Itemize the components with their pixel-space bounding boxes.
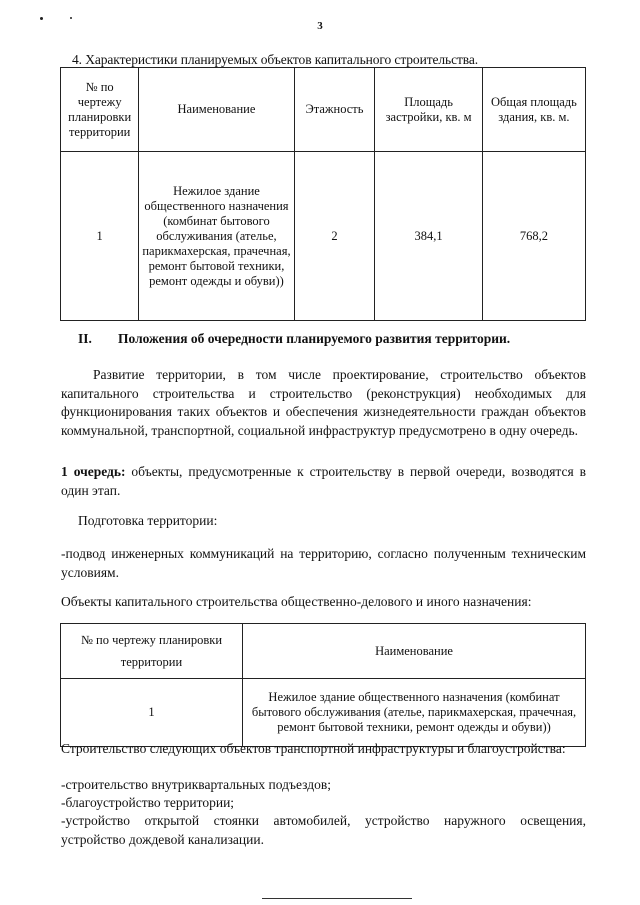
stage-text: объекты, предусмотренные к строительству в первой очереди, возводятся в один этап. (61, 464, 586, 498)
table-header-row (61, 68, 586, 152)
stage-label: 1 очередь: (61, 464, 126, 479)
header-cell: Этажность (294, 68, 375, 152)
section-title: 4. Характеристики планируемых объектов капитального строительства. (72, 52, 479, 67)
section-heading-text: Положения об очередности планируемого развития территории. (118, 331, 511, 346)
scan-speck (70, 17, 72, 19)
header-cell: Общая площадь здания, кв. м. (482, 68, 585, 152)
header-cell: № по чертежу планировки территории (61, 68, 139, 152)
paragraph-preparation: Подготовка территории: (78, 513, 218, 528)
list-item: -благоустройство территории; (61, 795, 235, 810)
table-header-row (61, 624, 586, 679)
table-cell: 1 (61, 679, 243, 747)
list-item: -устройство открытой стоянки автомобилей, устройство наружного освещения, устройство дождевой канализации. (61, 813, 586, 847)
table-row (61, 679, 586, 747)
scan-speck (40, 17, 43, 20)
footer-divider (262, 898, 412, 899)
paragraph-infrastructure-intro: Строительство следующих объектов транспортной инфраструктуры и благоустройства: (61, 741, 566, 756)
paragraph-development (61, 366, 586, 440)
objects-list-table (60, 623, 586, 747)
objects-characteristics-table (60, 67, 586, 321)
paragraph-text: Развитие территории, в том числе проектирование, строительство объектов капитального строительства и строительство (реконструкция) необходимых для функционирования таких объектов и обеспечения жизнедеятельности граждан объектов коммунальной, транспортной, социальной инфраструктур предусмотрено в одну очередь. (61, 367, 586, 438)
header-cell: Наименование (139, 68, 294, 152)
paragraph-objects-intro: Объекты капитального строительства общественно-делового и иного назначения: (61, 594, 532, 609)
table-cell: Нежилое здание общественного назначения (комбинат бытового обслуживания (ателье, парикмахерская, прачечная, ремонт бытовой техники, ремонт одежды и обуви)) (139, 152, 294, 321)
table-cell: 768,2 (482, 152, 585, 321)
paragraph-stage (61, 463, 586, 500)
section-heading (78, 331, 510, 347)
table-row (61, 152, 586, 321)
table-cell: 384,1 (375, 152, 483, 321)
section-number: II. (78, 331, 92, 346)
list-item: -строительство внутриквартальных подъездов; (61, 777, 331, 792)
paragraph-engineering: -подвод инженерных коммуникаций на территорию, согласно полученным техническим условиям. (61, 546, 586, 580)
header-cell: № по чертежу планировки территории (61, 624, 243, 679)
table-cell: Нежилое здание общественного назначения (комбинат бытового обслуживания (ателье, парикмахерская, прачечная, ремонт бытовой техники, ремонт одежды и обуви)) (243, 679, 586, 747)
table-cell: 1 (61, 152, 139, 321)
header-cell: Наименование (243, 624, 586, 679)
page-number: 3 (317, 20, 323, 32)
table-cell: 2 (294, 152, 375, 321)
header-cell: Площадь застройки, кв. м (375, 68, 483, 152)
